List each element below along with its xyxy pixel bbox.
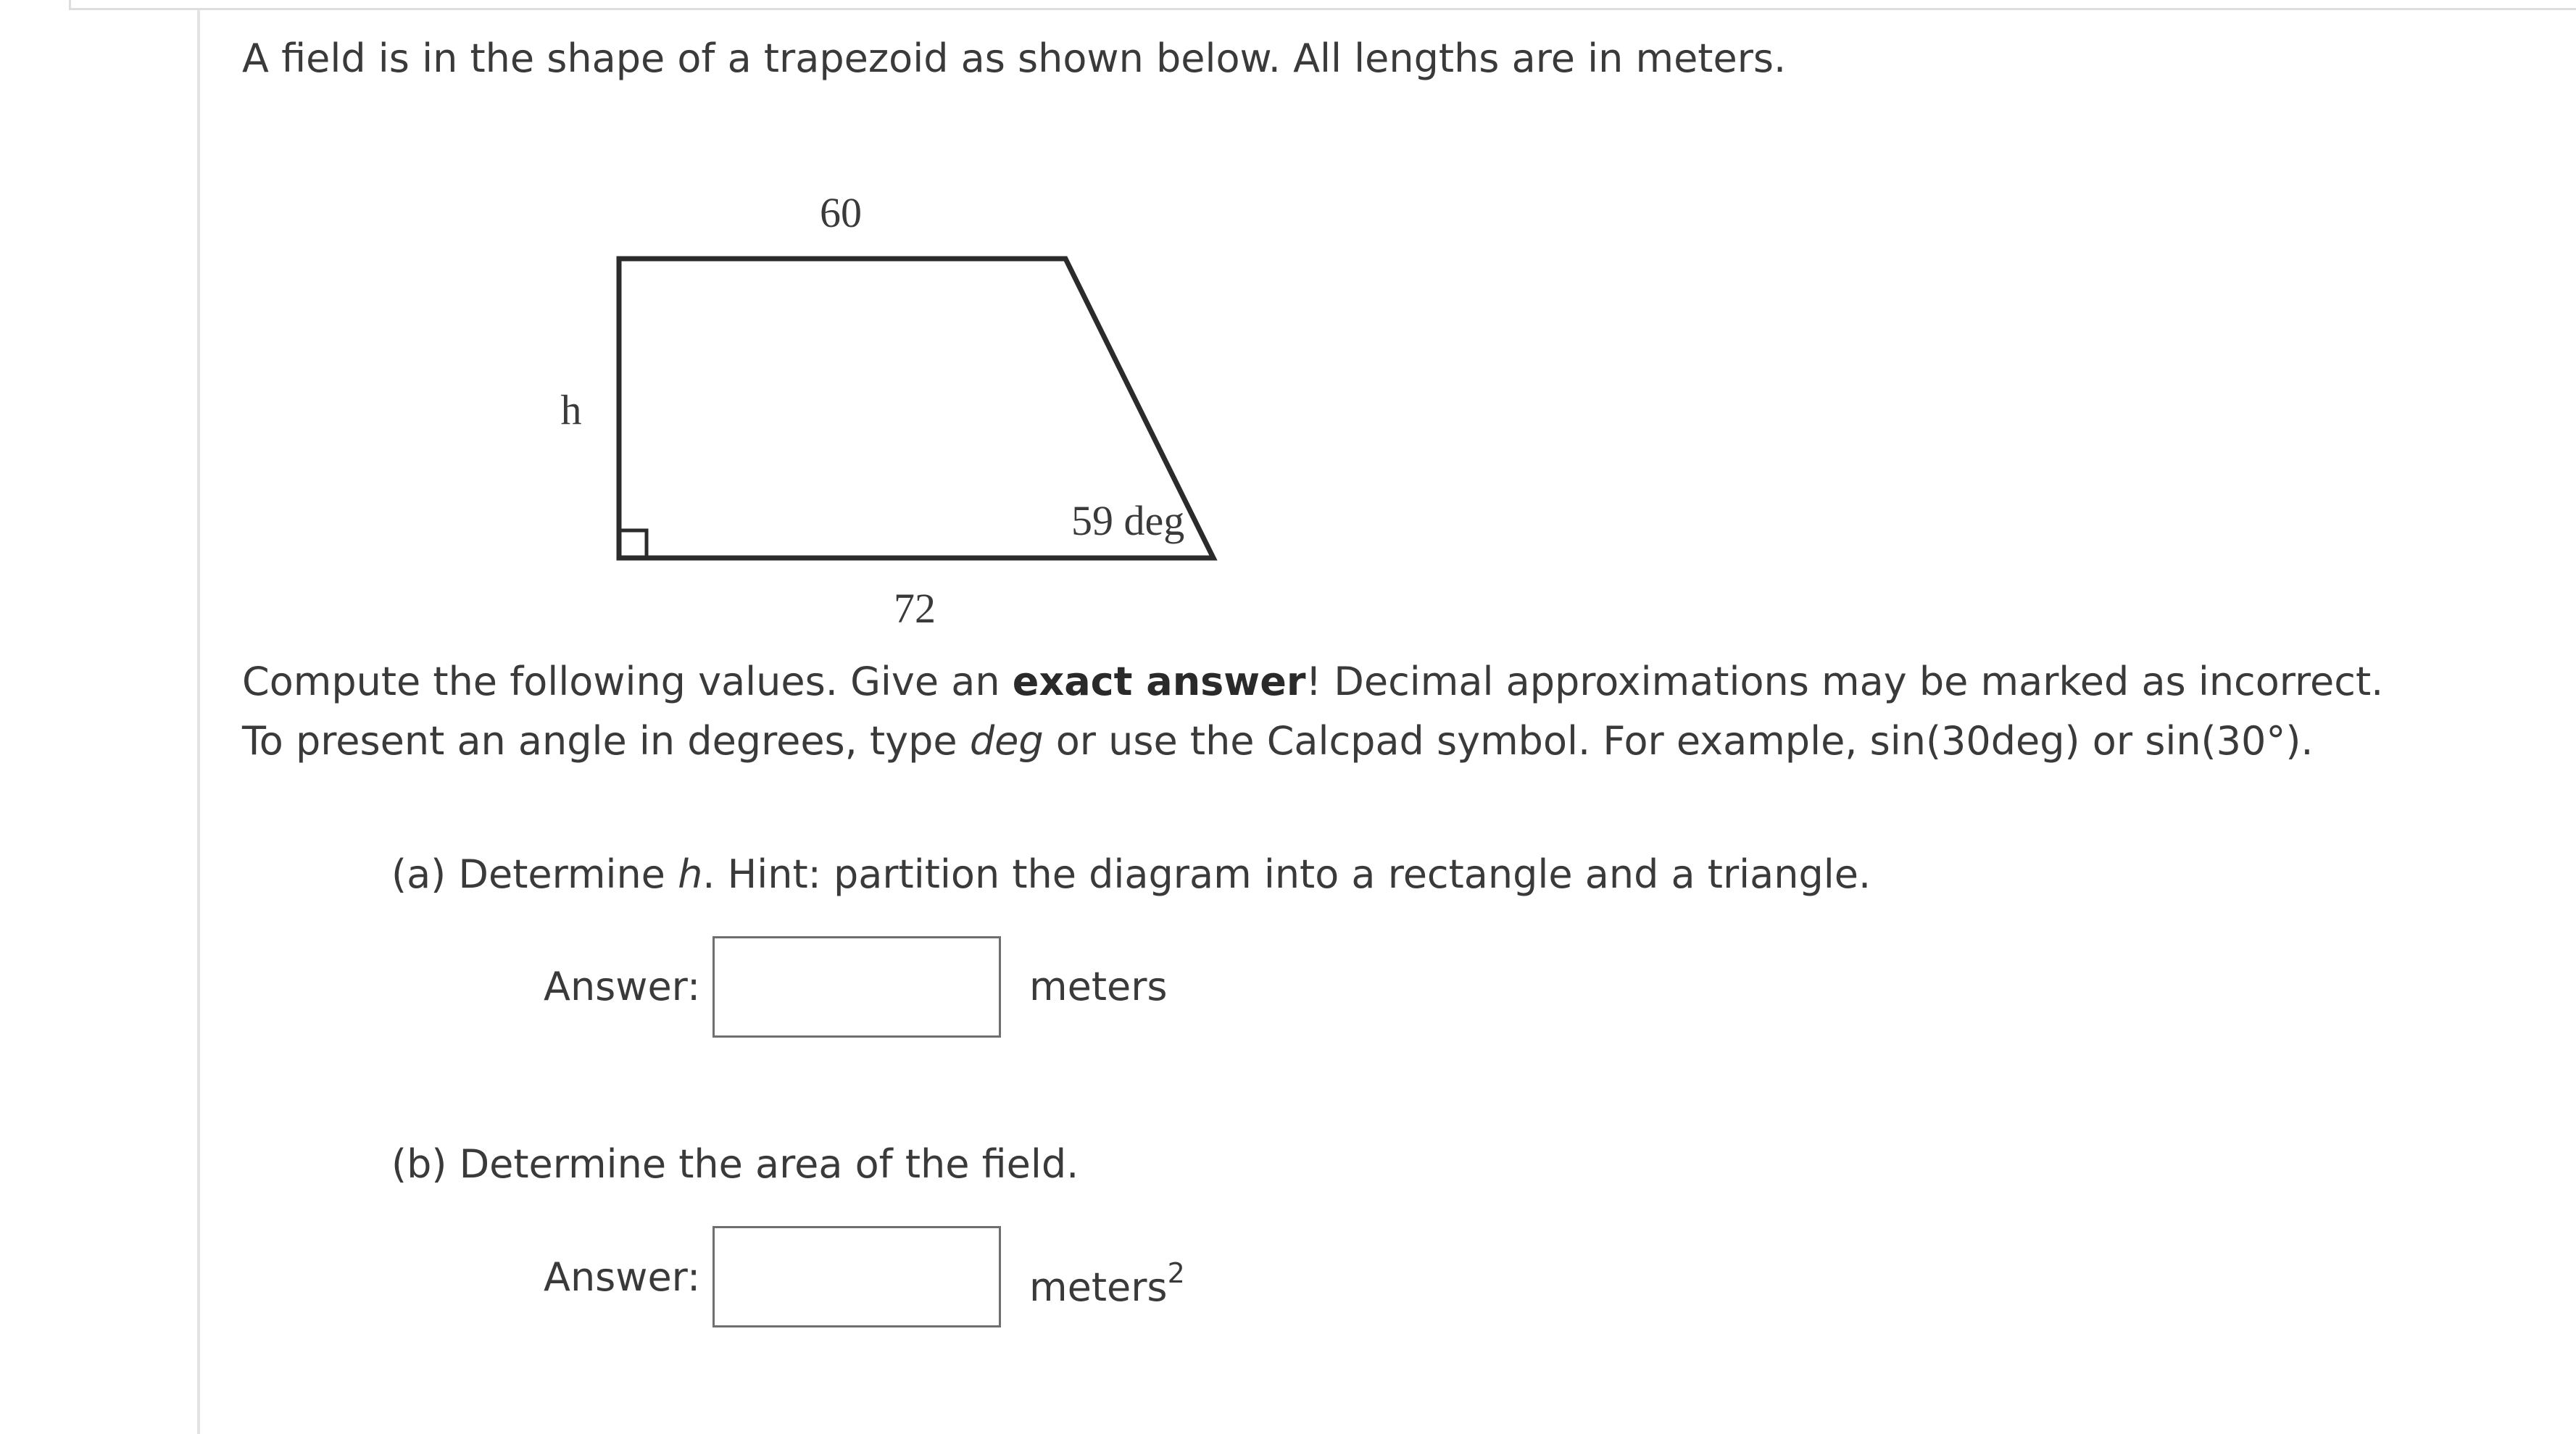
bottom-length-label: 72 — [894, 585, 936, 632]
trapezoid-diagram — [507, 167, 1268, 659]
part-b-question: (b) Determine the area of the field. — [391, 1141, 1079, 1187]
part-a-answer-input[interactable] — [712, 936, 1001, 1038]
exact-answer-emphasis: exact answer — [1012, 659, 1306, 704]
unit-exponent: 2 — [1167, 1257, 1185, 1289]
instructions — [242, 652, 2383, 771]
problem-intro: A field is in the shape of a trapezoid as shown below. All lengths are in meters. — [242, 36, 1787, 81]
angle-label: 59 deg — [1071, 497, 1185, 544]
top-length-label: 60 — [820, 189, 862, 236]
height-label: h — [560, 386, 582, 433]
part-a-answer-label: Answer: — [544, 964, 701, 1009]
part-b-unit: meters$^2$ — [1029, 1257, 1185, 1310]
instructions-line-2: To present an angle in degrees, type deg or use the Calcpad symbol. For example, sin(30deg) or sin(30°). — [242, 718, 2314, 764]
part-a-unit: meters — [1029, 964, 1168, 1009]
h-variable: h — [678, 851, 703, 897]
deg-emphasis: deg — [969, 718, 1044, 764]
question-frame-top — [69, 0, 2576, 10]
right-angle-marker — [619, 530, 647, 558]
part-b-answer-input[interactable] — [712, 1226, 1001, 1327]
question-left-rule — [197, 10, 200, 1434]
part-b-answer-label: Answer: — [544, 1254, 701, 1300]
instructions-line-1: Compute the following values. Give an exact answer! Decimal approximations may be marked as incorrect. — [242, 659, 2384, 704]
part-a-question: (a) Determine h. Hint: partition the diagram into a rectangle and a triangle. — [391, 851, 1871, 897]
